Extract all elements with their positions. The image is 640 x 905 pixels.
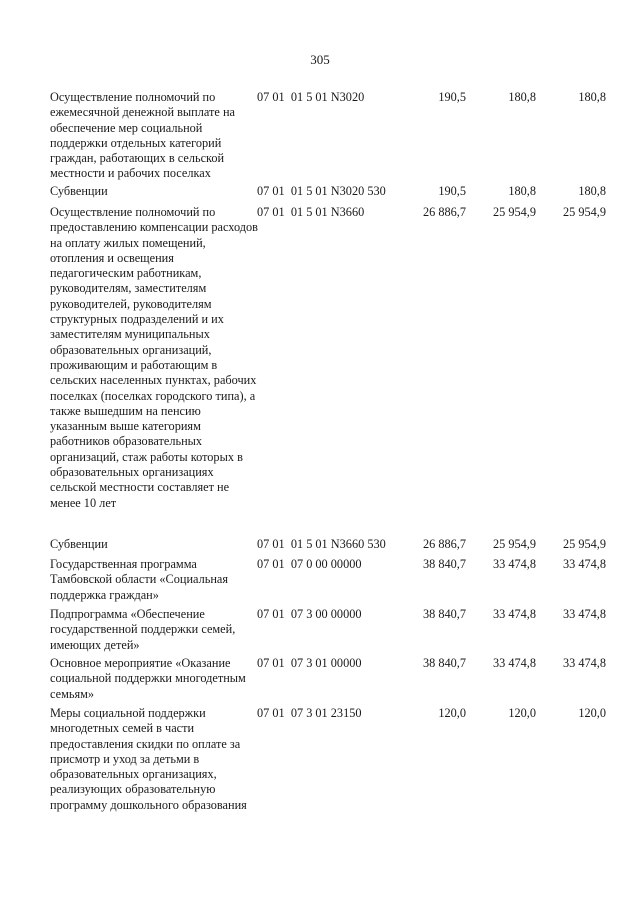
row-name: Субвенции [50, 537, 108, 551]
row-value-1: 26 886,7 [422, 537, 466, 551]
row-value-2: 33 474,8 [492, 607, 536, 621]
row-value-1: 120,0 [438, 706, 466, 720]
row-value-2: 25 954,9 [492, 537, 536, 551]
row-code: 07 01 01 5 01 N3020 [257, 90, 365, 104]
row-value-3: 180,8 [578, 184, 606, 198]
row-name: Осуществление полномочий по предоставлению компенсации расходов на оплату жилых помещений, отопления и освещения педагогическим работникам, руководителям, заместителям руководителей, руководителям структурных подразделений и их заместителям муниципальных образовательных организаций, проживающим и работающим в сельских населенных пунктах, рабочих поселках (поселках городского типа), а также вышедшим на пенсию указанным выше категориям работников образовательных организаций, стаж работы которых в образовательных организациях сельской местности составляет не менее 10 лет [50, 205, 258, 510]
row-value-3: 33 474,8 [562, 607, 606, 621]
row-name: Подпрограмма «Обеспечение государственной поддержки семей, имеющих детей» [50, 607, 236, 652]
page-number: 305 [310, 52, 330, 67]
row-code: 07 01 01 5 01 N3660 530 [257, 537, 386, 551]
row-name: Осуществление полномочий по ежемесячной денежной выплате на обеспечение мер социальной поддержки отдельных категорий граждан, работающих в сельской местности и рабочих поселках [50, 90, 235, 181]
row-code: 07 01 01 5 01 N3660 [257, 205, 365, 219]
row-value-1: 190,5 [438, 90, 466, 104]
row-name: Меры социальной поддержки многодетных семей в части предоставления скидки по оплате за присмотр и уход за детьми в образовательных организациях, реализующих образовательную программу дошкольного образования [50, 706, 247, 812]
row-value-3: 25 954,9 [562, 537, 606, 551]
row-value-2: 120,0 [508, 706, 536, 720]
row-value-2: 33 474,8 [492, 557, 536, 571]
row-name: Субвенции [50, 184, 108, 198]
row-value-2: 25 954,9 [492, 205, 536, 219]
row-code: 07 01 07 3 01 00000 [257, 656, 362, 670]
row-value-3: 25 954,9 [562, 205, 606, 219]
row-name: Государственная программа Тамбовской области «Социальная поддержка граждан» [50, 557, 229, 602]
row-value-2: 33 474,8 [492, 656, 536, 670]
row-code: 07 01 07 0 00 00000 [257, 557, 362, 571]
row-code: 07 01 07 3 01 23150 [257, 706, 362, 720]
row-value-2: 180,8 [508, 90, 536, 104]
row-value-3: 33 474,8 [562, 557, 606, 571]
row-value-3: 33 474,8 [562, 656, 606, 670]
row-value-1: 26 886,7 [422, 205, 466, 219]
row-value-3: 180,8 [578, 90, 606, 104]
row-name: Основное мероприятие «Оказание социальной поддержки многодетным семьям» [50, 656, 246, 701]
row-value-3: 120,0 [578, 706, 606, 720]
row-value-1: 190,5 [438, 184, 466, 198]
row-value-1: 38 840,7 [422, 557, 466, 571]
row-code: 07 01 07 3 00 00000 [257, 607, 362, 621]
row-value-2: 180,8 [508, 184, 536, 198]
row-code: 07 01 01 5 01 N3020 530 [257, 184, 386, 198]
row-value-1: 38 840,7 [422, 656, 466, 670]
row-value-1: 38 840,7 [422, 607, 466, 621]
